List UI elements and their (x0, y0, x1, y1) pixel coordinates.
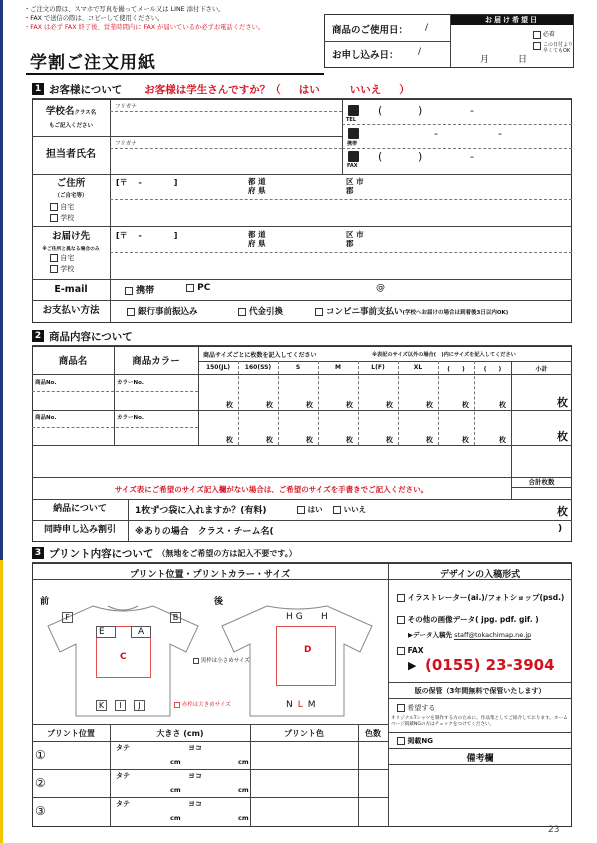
section1-num: 1 (32, 83, 44, 95)
keep-option: 希望する (397, 703, 435, 713)
page-title: 学割ご注文用紙 (30, 53, 156, 73)
front-c: C (120, 652, 127, 662)
fax-number: (0155) 23-3904 (425, 656, 555, 674)
pay-conv: コンビニ事前支払い(学校へお届けの場合は到着後3日以内OK) (315, 305, 508, 317)
design-fax-checkbox[interactable] (397, 647, 405, 655)
col-product-color: 商品カラー (132, 356, 180, 367)
qty-unit: 枚 (386, 436, 393, 444)
email-pc: PC (186, 283, 210, 293)
delivery-school-checkbox[interactable] (50, 265, 58, 273)
tate-2: タテ (116, 772, 130, 780)
bag-yes-checkbox[interactable] (297, 506, 305, 514)
student-question: お客様は学生さんですか？（ (144, 83, 281, 96)
keep-header: 版の保管（3年間無料で保管いたします） (414, 687, 546, 695)
cm-1a: cm (170, 758, 181, 766)
item-no-1: 商品No. (35, 380, 57, 386)
design-other-checkbox[interactable] (397, 616, 405, 624)
qty-unit: 枚 (462, 436, 469, 444)
pay-label: お支払い方法 (42, 305, 100, 316)
size-l: L(F) (371, 364, 385, 371)
back-label: 後 (214, 597, 224, 607)
fax-paren-open: ( (378, 150, 383, 163)
bag-no-checkbox[interactable] (333, 506, 341, 514)
size-150: 150(JL) (205, 364, 231, 371)
front-f: F (62, 612, 73, 623)
day-label: 日 (518, 55, 528, 65)
mobile-phone-icon (348, 128, 359, 139)
delivery-type: 自宅 学校 (50, 253, 74, 275)
pay-bank: 銀行事前振込み (127, 305, 197, 317)
keep-checkbox[interactable] (397, 704, 405, 712)
delivery-postal: [〒 - ] (116, 231, 178, 240)
mobile-dash-1: - (434, 127, 438, 140)
early-ok-checkbox[interactable] (533, 42, 541, 50)
print-area-d[interactable] (276, 626, 336, 686)
school-label: 学校名クラス名 もご記入ください (45, 106, 97, 129)
section2-num: 2 (32, 330, 44, 342)
section3-header (32, 546, 297, 560)
address-city: 区 市 郡 (346, 177, 364, 195)
qty-unit: 枚 (346, 436, 353, 444)
size-s: S (295, 364, 301, 371)
size-160: 160(SS) (244, 364, 272, 371)
design-ai: イラストレーター(ai.)/フォトショップ(psd.) (397, 592, 564, 603)
bag-question: 1枚ずつ袋に入れますか？(有料) (135, 506, 267, 516)
qty-unit: 枚 (386, 401, 393, 409)
small-note: 黒枠は小さめサイズ (193, 656, 250, 664)
bag-yes: はい (297, 504, 323, 515)
note-3: ・FAX は必ず FAX 終了後、営業時間内に FAX が届いているか必ずお電話ください。 (24, 24, 265, 31)
col-print-position: プリント位置 (47, 729, 95, 738)
remarks-header: 備考欄 (466, 754, 494, 764)
qty-unit: 枚 (426, 436, 433, 444)
yoko-2: ヨコ (188, 772, 202, 780)
remarks-input[interactable] (388, 765, 572, 826)
delivery-pref: 都 道 府 県 (248, 230, 266, 248)
size-note-2: ※表記のサイズ以外の場合( )内にサイズを記入してください (372, 352, 516, 358)
qty-unit: 枚 (346, 401, 353, 409)
front-i: I (115, 700, 126, 711)
qty-unit: 枚 (306, 436, 313, 444)
ng-checkbox[interactable] (397, 737, 405, 745)
subtotal-header: 小計 (535, 366, 548, 373)
section1-header (32, 82, 410, 96)
size-notice: サイズ表にご希望のサイズ記入欄がない場合は、ご希望のサイズを手書きでご記入ください。 (114, 485, 429, 494)
col-product-name: 商品名 (58, 356, 88, 367)
email-mobile-checkbox[interactable] (125, 287, 133, 295)
tate-1: タテ (116, 744, 130, 752)
cm-2b: cm (238, 786, 249, 794)
pay-cod: 代金引換 (238, 305, 283, 317)
cm-3a: cm (170, 814, 181, 822)
mobile-icon-label: 携帯 (347, 141, 358, 147)
item-no-2: 商品No. (35, 415, 57, 421)
qty-unit: 枚 (266, 436, 273, 444)
fax-arrow: ▶ (408, 659, 417, 672)
ng-option: 掲載NG (397, 736, 433, 746)
section3-note: （無地をご希望の方は記入不要です。） (157, 548, 297, 558)
section2-header (32, 329, 133, 343)
tel-paren-open: ( (378, 104, 383, 117)
discount-text: ※ありの場合 クラス・チーム名( (135, 527, 274, 537)
apply-date-sep: / (418, 47, 422, 57)
qty-unit: 枚 (462, 401, 469, 409)
cm-1b: cm (238, 758, 249, 766)
size-m: M (335, 364, 341, 371)
data-email[interactable]: staff@tokachimap.ne.jp (454, 631, 532, 639)
note-2: ・FAX で送信の際は、コピーして使用ください。 (24, 15, 164, 22)
color-no-1: カラーNo. (117, 380, 144, 386)
fax-icon (348, 151, 359, 162)
qty-unit: 枚 (499, 436, 506, 444)
qty-unit: 枚 (306, 401, 313, 409)
col-color-count: 色数 (365, 729, 381, 738)
yoko-1: ヨコ (188, 744, 202, 752)
cm-2a: cm (170, 786, 181, 794)
design-ai-checkbox[interactable] (397, 594, 405, 602)
use-date-label: 商品のご使用日： (332, 25, 409, 36)
front-label: 前 (40, 597, 50, 607)
size-custom-2: ( ) (483, 366, 502, 373)
fax-icon-label: FAX (347, 163, 358, 169)
tel-dash: - (470, 104, 474, 117)
section3-title: プリント内容について (49, 547, 154, 560)
tel-paren-close: ) (418, 104, 423, 117)
design-header: デザインの入稿形式 (439, 570, 521, 580)
furigana-school: フリガナ (115, 104, 137, 110)
fax-dash: - (470, 150, 474, 163)
left-yellow-band (0, 560, 3, 843)
student-yes[interactable]: はい (298, 83, 320, 96)
design-fax: FAX (397, 646, 423, 655)
month-label: 月 (480, 55, 490, 65)
address-pref: 都 道 府 県 (248, 177, 266, 195)
student-no[interactable]: いいえ (349, 83, 382, 96)
early-ok-label: この日付より早くてもOK (543, 42, 574, 54)
back-d: D (304, 645, 312, 655)
required-checkbox[interactable] (533, 31, 541, 39)
front-b: B (170, 612, 181, 623)
pay-conv-checkbox[interactable] (315, 308, 323, 316)
front-j: J (134, 700, 145, 711)
section2-title: 商品内容について (49, 330, 133, 343)
mobile-dash-2: - (498, 127, 502, 140)
front-k: K (96, 700, 107, 711)
section3-num: 3 (32, 547, 44, 559)
qty-unit: 枚 (266, 401, 273, 409)
tel-label: TEL (346, 117, 357, 123)
front-a: A (138, 627, 145, 637)
col-print-size: 大きさ (cm) (156, 729, 204, 738)
student-close: ） (399, 83, 410, 96)
section1-title: お客様について (49, 83, 123, 96)
email-pc-checkbox[interactable] (186, 284, 194, 292)
use-date-sep: / (425, 23, 429, 33)
keep-note: オリジナルTシャツを制作する方のために、作品集としてご紹介しております。ホームページ掲載NGの方はチェックをつけてください。 (391, 716, 568, 727)
total-unit: 枚 (557, 505, 568, 518)
pay-cod-checkbox[interactable] (238, 308, 246, 316)
apply-date-label: お申し込み日： (332, 50, 399, 61)
qty-unit: 枚 (499, 401, 506, 409)
school-name-input[interactable] (110, 112, 342, 136)
note-1: ・ご注文の際は、スマホで写真を撮ってメール又は LINE 添付下さい。 (24, 6, 225, 13)
size-note: 商品サイズごとに枚数を記入してください (203, 352, 317, 359)
data-dest: ▶データ入稿先 staff@tokachimap.ne.jp (408, 631, 532, 639)
discount-label: 同時申し込み割引 (43, 525, 116, 535)
address-school-checkbox[interactable] (50, 214, 58, 222)
email-mobile: 携帯 (125, 283, 154, 296)
address-label: ご住所 （ご自宅等） (54, 178, 88, 199)
delivery-date-header: お届け希望日 (451, 15, 573, 25)
qty-unit: 枚 (226, 401, 233, 409)
address-postal: [〒 - ] (116, 178, 178, 187)
front-e: E (99, 627, 105, 637)
total-label: 合計枚数 (511, 477, 572, 488)
back-top-letters: HG (286, 612, 306, 622)
back-bottom-letters: NLM (286, 700, 321, 710)
color-no-2: カラーNo. (117, 415, 144, 421)
email-at: @ (376, 283, 385, 293)
delivery-label: お届け先 ※ご住所と異なる場合のみ (42, 231, 100, 252)
delivery-info-label: 納品について (53, 504, 107, 514)
email-label: E-mail (54, 284, 88, 295)
print-position-header: プリント位置・プリントカラー・サイズ (129, 570, 291, 580)
bag-no: いいえ (333, 504, 366, 515)
person-name-input[interactable] (110, 149, 342, 173)
furigana-person: フリガナ (115, 141, 137, 147)
subtotal-unit: 枚 (557, 430, 568, 443)
delivery-city: 区 市 郡 (346, 230, 364, 248)
qty-unit: 枚 (426, 401, 433, 409)
discount-close: ) (558, 524, 563, 534)
col-print-color: プリント色 (284, 729, 324, 738)
print-row-3: ③ (35, 804, 46, 818)
big-note: 赤枠は大きめサイズ (174, 700, 231, 708)
back-h-2: H (321, 612, 328, 622)
fax-paren-close: ) (418, 150, 423, 163)
yoko-3: ヨコ (188, 800, 202, 808)
cm-3b: cm (238, 814, 249, 822)
size-xl: XL (413, 364, 423, 371)
pay-bank-checkbox[interactable] (127, 308, 135, 316)
subtotal-unit: 枚 (557, 396, 568, 409)
left-blue-band (0, 0, 3, 560)
address-type: 自宅 学校 (50, 202, 74, 224)
design-other: その他の画像データ( jpg. pdf. gif. ) (397, 614, 539, 625)
size-custom-1: ( ) (447, 366, 465, 373)
page-number: 23 (548, 825, 560, 835)
tate-3: タテ (116, 800, 130, 808)
address-home-checkbox[interactable] (50, 203, 58, 211)
print-row-1: ① (35, 748, 46, 762)
print-row-2: ② (35, 776, 46, 790)
required-label: 必着 (542, 31, 555, 38)
delivery-home-checkbox[interactable] (50, 254, 58, 262)
person-label: 担当者氏名 (46, 149, 96, 160)
qty-unit: 枚 (226, 436, 233, 444)
phone-icon (348, 105, 359, 116)
